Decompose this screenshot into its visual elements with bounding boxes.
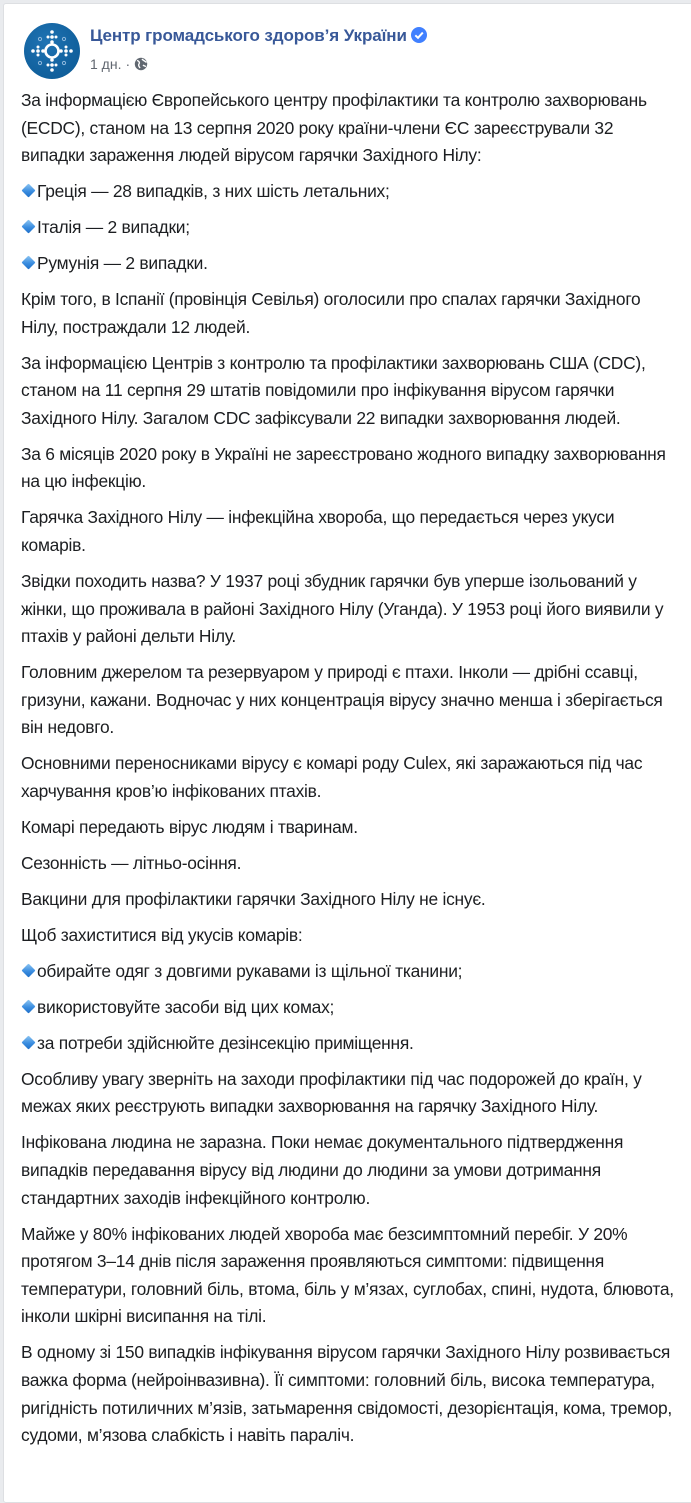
list-item: [21, 250, 681, 278]
list-item: [21, 958, 681, 986]
paragraph: Комарі передають вірус людям і тваринам.: [21, 816, 358, 837]
paragraph: Інфікована людина не заразна. Поки немає документального підтвердження випадків передавання вірусу від людини до людини за умови дотримання стандартних заходів інфекційного контролю.: [21, 1132, 624, 1208]
list-item-text: Італія — 2 випадки;: [37, 217, 190, 238]
paragraph: Вакцини для профілактики гарячки Західного Нілу не існує.: [21, 888, 486, 909]
post-meta: [90, 56, 148, 72]
list-item-text: використовуйте засоби від цих комах;: [37, 996, 335, 1017]
public-health-center-logo-icon: [24, 23, 80, 79]
paragraph: За інформацією Центрів з контролю та профілактики захворювань США (CDC), станом на 11 серпня 29 штатів повідомили про інфікування вірусом гарячки Західного Нілу. Загалом CDC зафіксували 22 випадки захворювання людей.: [21, 352, 646, 428]
blue-diamond-icon: [21, 256, 35, 270]
list-item: [21, 178, 681, 206]
author-line: [90, 26, 427, 46]
list-item-text: Румунія — 2 випадки.: [37, 253, 208, 274]
blue-diamond-icon: [21, 1035, 35, 1049]
post-timestamp-link[interactable]: 1 дн.: [90, 56, 122, 72]
paragraph: В одному зі 150 випадків інфікування вірусом гарячки Західного Нілу розвивається важка форма (нейроінвазивна). Її симптоми: головний біль, висока температура, ригідність потиличних м’язів, затьмарення свідомості, дезорієнтація, кома, тремор, судоми, м’язова слабкість і навіть параліч.: [21, 1342, 672, 1446]
list-item-text: обирайте одяг з довгими рукавами із щільної тканини;: [37, 960, 463, 981]
paragraph: За 6 місяців 2020 року в Україні не зареєстровано жодного випадку захворювання на цю інфекцію.: [21, 443, 666, 492]
paragraph: Особливу увагу зверніть на заходи профілактики під час подорожей до країн, у межах яких реєструють випадки захворювання на гарячку Західного Нілу.: [21, 1068, 642, 1117]
page-name-link[interactable]: Центр громадського здоров’я України: [90, 26, 407, 45]
paragraph: Щоб захиститися від укусів комарів:: [21, 924, 303, 945]
post-card: [3, 3, 691, 1503]
list-item: [21, 994, 681, 1022]
paragraph: Гарячка Західного Нілу — інфекційна хвороба, що передається через укуси комарів.: [21, 507, 615, 556]
paragraph: Сезонність — літньо-осіння.: [21, 852, 242, 873]
paragraph: Крім того, в Іспанії (провінція Севілья) оголосили про спалах гарячки Західного Нілу, постраждали 12 людей.: [21, 289, 641, 337]
list-item-text: Греція — 28 випадків, з них шість летальних;: [37, 181, 390, 202]
paragraph: За інформацією Європейського центру профілактики та контролю захворювань (ECDC), станом на 13 серпня 2020 року країни-члени ЄС зареєстрували 32 випадки зараження людей вірусом гарячки Західного Нілу:: [21, 90, 647, 166]
blue-diamond-icon: [21, 184, 35, 198]
meta-separator: ·: [125, 56, 131, 72]
list-item-text: за потреби здійснюйте дезінсекцію приміщення.: [37, 1032, 414, 1053]
blue-diamond-icon: [21, 999, 35, 1013]
post-body: [21, 87, 681, 1458]
list-item: [21, 214, 681, 242]
globe-icon[interactable]: [134, 57, 148, 71]
list-item: [21, 1030, 681, 1058]
paragraph: Головним джерелом та резервуаром у природі є птахи. Інколи — дрібні ссавці, гризуни, кажани. Водночас у них концентрація вірусу значно менша і зберігається він недовго.: [21, 662, 663, 738]
blue-diamond-icon: [21, 220, 35, 234]
verified-badge-icon: [411, 27, 427, 43]
blue-diamond-icon: [21, 963, 35, 977]
paragraph: Основними переносниками вірусу є комарі роду Culex, які заражаються під час харчування кров’ю інфікованих птахів.: [21, 753, 643, 801]
paragraph: Майже у 80% інфікованих людей хвороба має безсимптомний перебіг. У 20% протягом 3–14 днів після зараження проявляються симптоми: підвищення температури, головний біль, втома, біль у м’язах, суглобах, спині, нудота, блювота, інколи шкірні висипання на тілі.: [21, 1223, 674, 1327]
paragraph: Звідки походить назва? У 1937 році збудник гарячки був уперше ізольований у жінки, що проживала в районі Західного Нілу (Уганда). У 1953 році його виявили у птахів у районі дельти Нілу.: [21, 571, 664, 647]
avatar[interactable]: [24, 23, 80, 79]
